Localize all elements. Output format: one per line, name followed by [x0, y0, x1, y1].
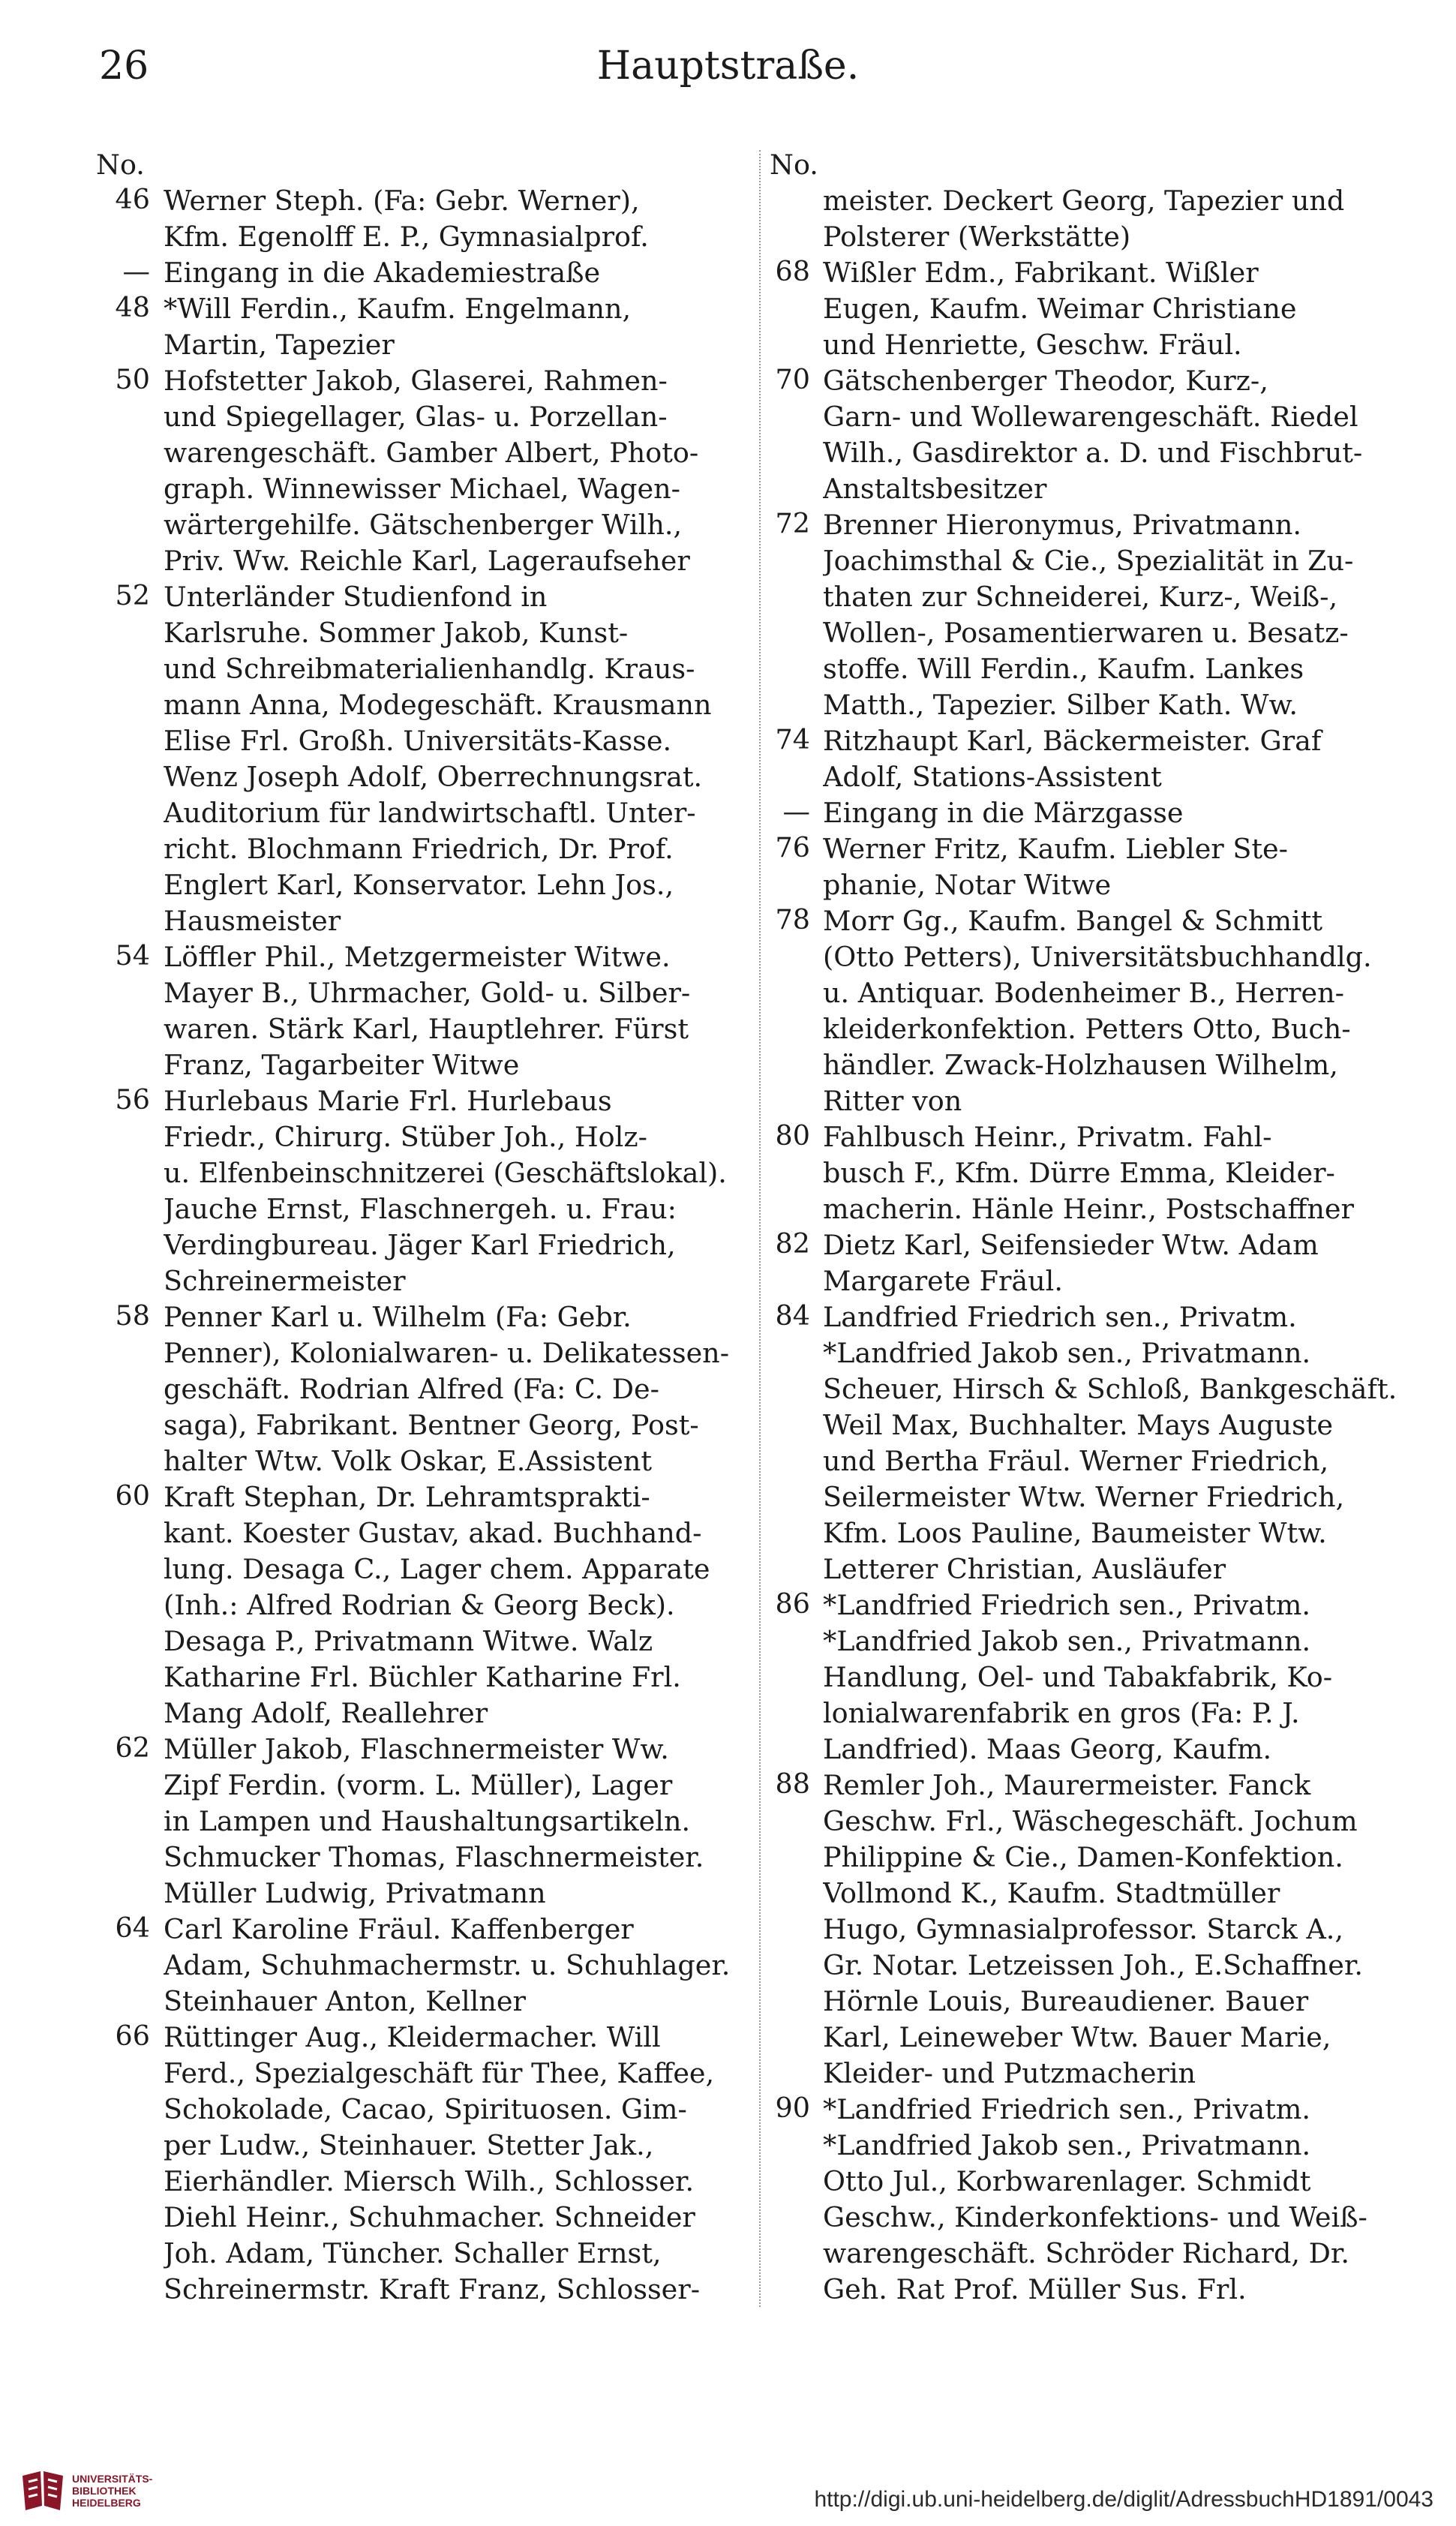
entry-line: Hörnle Louis, Bureaudiener. Bauer	[823, 1985, 1309, 2017]
house-number: 90	[775, 2092, 810, 2124]
entry-line: lonialwarenfabrik en gros (Fa: P. J.	[823, 1697, 1300, 1729]
entry-line: Schreinermeister	[164, 1265, 406, 1297]
address-entry	[90, 1479, 773, 1732]
entry-line: u. Elfenbeinschnitzerei (Geschäftslokal).	[164, 1157, 727, 1189]
entry-line: per Ludw., Steinhauer. Stetter Jak.,	[164, 2129, 654, 2161]
entry-line: Hausmeister	[164, 905, 341, 937]
entry-line: Kleider- und Putzmacherin	[823, 2057, 1196, 2089]
column-divider	[759, 150, 761, 2307]
entry-line: Margarete Fräul.	[823, 1265, 1063, 1297]
entry-line: Müller Jakob, Flaschnermeister Ww.	[164, 1733, 669, 1765]
house-number: 60	[115, 1479, 150, 1512]
address-entry	[90, 579, 773, 939]
entry-line: Mayer B., Uhrmacher, Gold- u. Silber-	[164, 977, 691, 1009]
entry-line: lung. Desaga C., Lager chem. Apparate	[164, 1553, 710, 1585]
house-number: 54	[115, 939, 150, 972]
entry-line: Polsterer (Werkstätte)	[823, 221, 1131, 253]
entry-line: stoffe. Will Ferdin., Kaufm. Lankes	[823, 653, 1304, 685]
entry-line: Vollmond K., Kaufm. Stadtmüller	[823, 1877, 1280, 1909]
house-number: 80	[775, 1119, 810, 1152]
address-entry	[764, 903, 1401, 1119]
entry-line: Seilermeister Wtw. Werner Friedrich,	[823, 1481, 1345, 1513]
entry-line: Geh. Rat Prof. Müller Sus. Frl.	[823, 2273, 1247, 2305]
entry-line: Eierhändler. Miersch Wilh., Schlosser.	[164, 2165, 695, 2197]
address-entry	[764, 1299, 1401, 1587]
entry-line: halter Wtw. Volk Oskar, E.Assistent	[164, 1445, 653, 1477]
address-entry	[764, 2092, 1401, 2308]
entry-line: meister. Deckert Georg, Tapezier und	[823, 185, 1345, 217]
entry-line: Landfried Friedrich sen., Privatm.	[823, 1301, 1297, 1333]
house-number: 84	[775, 1299, 810, 1332]
entry-line: Brenner Hieronymus, Privatmann.	[823, 509, 1301, 541]
entry-line: *Will Ferdin., Kaufm. Engelmann,	[164, 293, 632, 325]
entry-line: busch F., Kfm. Dürre Emma, Kleider-	[823, 1157, 1335, 1189]
house-number: 70	[775, 363, 810, 395]
column-heading: No.	[770, 149, 818, 181]
entry-line: geschäft. Rodrian Alfred (Fa: C. De-	[164, 1373, 659, 1405]
address-entry	[764, 1119, 1401, 1227]
address-entry	[764, 1768, 1401, 2092]
house-number: 88	[775, 1768, 810, 1800]
entry-line: warengeschäft. Schröder Richard, Dr.	[823, 2237, 1349, 2269]
entry-line: phanie, Notar Witwe	[823, 869, 1112, 901]
house-number: —	[122, 255, 150, 287]
address-entry	[764, 1227, 1401, 1299]
entry-line: Kfm. Egenolff E. P., Gymnasialprof.	[164, 221, 649, 253]
entry-line: Dietz Karl, Seifensieder Wtw. Adam	[823, 1229, 1319, 1261]
entry-line: Jauche Ernst, Flaschnergeh. u. Frau:	[164, 1193, 677, 1225]
entry-line: kant. Koester Gustav, akad. Buchhand-	[164, 1517, 702, 1549]
entry-line: Joh. Adam, Tüncher. Schaller Ernst,	[164, 2237, 662, 2269]
entry-line: Garn- und Wollewarengeschäft. Riedel	[823, 401, 1358, 433]
entry-line: Joachimsthal & Cie., Spezialität in Zu-	[823, 545, 1354, 577]
address-entry	[90, 1299, 773, 1479]
address-entry	[764, 723, 1401, 795]
entry-line: Morr Gg., Kaufm. Bangel & Schmitt	[823, 905, 1323, 937]
entry-line: Carl Karoline Fräul. Kaffenberger	[164, 1913, 634, 1945]
house-number: 62	[115, 1732, 150, 1764]
entry-line: Wilh., Gasdirektor a. D. und Fischbrut-	[823, 437, 1363, 469]
entry-line: Penner Karl u. Wilhelm (Fa: Gebr.	[164, 1301, 632, 1333]
logo-line: HEIDELBERG	[72, 2497, 141, 2509]
entry-line: Franz, Tagarbeiter Witwe	[164, 1049, 520, 1081]
entry-line: kleiderkonfektion. Petters Otto, Buch-	[823, 1013, 1351, 1045]
entry-line: und Spiegellager, Glas- u. Porzellan-	[164, 401, 668, 433]
entry-line: Diehl Heinr., Schuhmacher. Schneider	[164, 2201, 695, 2233]
column-left	[90, 147, 773, 2308]
entry-line: Verdingbureau. Jäger Karl Friedrich,	[164, 1229, 676, 1261]
house-number: 52	[115, 579, 150, 611]
address-entry	[90, 1732, 773, 1912]
address-entry	[764, 831, 1401, 903]
entry-line: Anstaltsbesitzer	[823, 473, 1047, 505]
entry-line: richt. Blochmann Friedrich, Dr. Prof.	[164, 833, 674, 865]
entry-line: Kfm. Loos Pauline, Baumeister Wtw.	[823, 1517, 1327, 1549]
address-entry	[90, 1912, 773, 2020]
entry-line: Hugo, Gymnasialprofessor. Starck A.,	[823, 1913, 1343, 1945]
entry-line: Adam, Schuhmachermstr. u. Schuhlager.	[164, 1949, 731, 1981]
entry-line: Schmucker Thomas, Flaschnermeister.	[164, 1841, 704, 1873]
entry-line: thaten zur Schneiderei, Kurz-, Weiß-,	[823, 581, 1338, 613]
address-entry	[764, 183, 1401, 255]
address-entry	[764, 507, 1401, 723]
house-number: 72	[775, 507, 810, 539]
library-seal-icon	[20, 2468, 66, 2513]
entry-line: Zipf Ferdin. (vorm. L. Müller), Lager	[164, 1769, 673, 1801]
entry-line: Schokolade, Cacao, Spirituosen. Gim-	[164, 2093, 687, 2125]
house-number: 76	[775, 831, 810, 864]
entry-line: Desaga P., Privatmann Witwe. Walz	[164, 1625, 653, 1657]
entry-line: Friedr., Chirurg. Stüber Joh., Holz-	[164, 1121, 647, 1153]
entry-line: Adolf, Stations-Assistent	[823, 761, 1162, 793]
house-number: 64	[115, 1912, 150, 1944]
entry-line: Weil Max, Buchhalter. Mays Auguste	[823, 1409, 1333, 1441]
entry-line: Karlsruhe. Sommer Jakob, Kunst-	[164, 617, 629, 649]
house-number: 78	[775, 903, 810, 936]
entry-line: *Landfried Jakob sen., Privatmann.	[823, 1337, 1311, 1369]
entry-line: und Bertha Fräul. Werner Friedrich,	[823, 1445, 1329, 1477]
entry-line: Steinhauer Anton, Kellner	[164, 1985, 526, 2017]
house-number: —	[782, 795, 810, 827]
entry-line: Eugen, Kaufm. Weimar Christiane	[823, 293, 1297, 325]
address-entry	[90, 291, 773, 363]
entry-line: Letterer Christian, Ausläufer	[823, 1553, 1226, 1585]
house-number: 48	[115, 291, 150, 323]
entry-line: Ferd., Spezialgeschäft für Thee, Kaffee,	[164, 2057, 715, 2089]
entry-line: Wißler Edm., Fabrikant. Wißler	[823, 257, 1259, 289]
entry-line: Wenz Joseph Adolf, Oberrechnungsrat.	[164, 761, 703, 793]
entry-line: Scheuer, Hirsch & Schloß, Bankgeschäft.	[823, 1373, 1397, 1405]
house-number: 66	[115, 2020, 150, 2052]
entry-line: händler. Zwack-Holzhausen Wilhelm,	[823, 1049, 1338, 1081]
house-number: 74	[775, 723, 810, 755]
entry-line: Eingang in die Märzgasse	[823, 797, 1184, 829]
entry-line: Werner Steph. (Fa: Gebr. Werner),	[164, 185, 640, 217]
entry-line: Unterländer Studienfond in	[164, 581, 548, 613]
house-number: 50	[115, 363, 150, 395]
entry-line: *Landfried Friedrich sen., Privatm.	[823, 1589, 1310, 1621]
entry-line: Landfried). Maas Georg, Kaufm.	[823, 1733, 1272, 1765]
address-entry	[764, 1587, 1401, 1768]
entry-line: u. Antiquar. Bodenheimer B., Herren-	[823, 977, 1344, 1009]
entry-line: Schreinermstr. Kraft Franz, Schlosser-	[164, 2273, 701, 2305]
entry-line: (Otto Petters), Universitätsbuchhandlg.	[823, 941, 1372, 973]
house-number: 46	[115, 183, 150, 215]
house-number: 68	[775, 255, 810, 287]
entry-line: in Lampen und Haushaltungsartikeln.	[164, 1805, 691, 1837]
entry-line: und Schreibmaterialienhandlg. Kraus-	[164, 653, 695, 685]
entry-line: *Landfried Jakob sen., Privatmann.	[823, 1625, 1311, 1657]
house-number: 58	[115, 1299, 150, 1332]
entry-line: und Henriette, Geschw. Fräul.	[823, 329, 1242, 361]
entry-line: Gätschenberger Theodor, Kurz-,	[823, 365, 1268, 397]
address-entry	[90, 183, 773, 255]
entry-line: Werner Fritz, Kaufm. Liebler Ste-	[823, 833, 1288, 865]
entry-line: Hofstetter Jakob, Glaserei, Rahmen-	[164, 365, 668, 397]
house-number: 82	[775, 1227, 810, 1260]
entry-line: saga), Fabrikant. Bentner Georg, Post-	[164, 1409, 699, 1441]
entry-line: Philippine & Cie., Damen-Konfektion.	[823, 1841, 1343, 1873]
address-entry	[90, 363, 773, 579]
page-title: Hauptstraße.	[596, 44, 860, 89]
entry-line: Geschw., Kinderkonfektions- und Weiß-	[823, 2201, 1367, 2233]
entry-line: wärtergehilfe. Gätschenberger Wilh.,	[164, 509, 683, 541]
address-entry	[90, 2020, 773, 2308]
entry-line: Matth., Tapezier. Silber Kath. Ww.	[823, 689, 1298, 721]
entry-line: Auditorium für landwirtschaftl. Unter-	[164, 797, 696, 829]
entry-line: Müller Ludwig, Privatmann	[164, 1877, 546, 1909]
address-entry	[764, 363, 1401, 507]
entry-line: Katharine Frl. Büchler Katharine Frl.	[164, 1661, 681, 1693]
entry-line: *Landfried Friedrich sen., Privatm.	[823, 2093, 1310, 2125]
entry-line: Martin, Tapezier	[164, 329, 395, 361]
page-number: 26	[99, 44, 149, 89]
entry-line: Remler Joh., Maurermeister. Fanck	[823, 1769, 1311, 1801]
address-entry	[90, 255, 773, 291]
address-entry	[90, 939, 773, 1083]
entry-line: warengeschäft. Gamber Albert, Photo-	[164, 437, 699, 469]
entry-line: Ritzhaupt Karl, Bäckermeister. Graf	[823, 725, 1322, 757]
entry-line: Fahlbusch Heinr., Privatm. Fahl-	[823, 1121, 1272, 1153]
entry-line: Rüttinger Aug., Kleidermacher. Will	[164, 2021, 661, 2053]
logo-line: UNIVERSITÄTS-	[72, 2473, 153, 2485]
entry-line: macherin. Hänle Heinr., Postschaffner	[823, 1193, 1354, 1225]
column-heading: No.	[96, 149, 145, 181]
logo-line: BIBLIOTHEK	[72, 2485, 137, 2497]
entry-line: Elise Frl. Großh. Universitäts-Kasse.	[164, 725, 672, 757]
entry-line: Englert Karl, Konservator. Lehn Jos.,	[164, 869, 674, 901]
entry-line: Eingang in die Akademiestraße	[164, 257, 601, 289]
entry-line: *Landfried Jakob sen., Privatmann.	[823, 2129, 1311, 2161]
address-entry	[764, 255, 1401, 363]
entry-line: Ritter von	[823, 1085, 962, 1117]
entry-line: Kraft Stephan, Dr. Lehramtsprakti-	[164, 1481, 650, 1513]
entry-line: Mang Adolf, Reallehrer	[164, 1697, 488, 1729]
house-number: 86	[775, 1587, 810, 1620]
address-entry	[90, 1083, 773, 1299]
entry-line: Karl, Leineweber Wtw. Bauer Marie,	[823, 2021, 1331, 2053]
entry-line: Geschw. Frl., Wäschegeschäft. Jochum	[823, 1805, 1358, 1837]
entry-line: Gr. Notar. Letzeissen Joh., E.Schaffner.	[823, 1949, 1363, 1981]
entry-line: graph. Winnewisser Michael, Wagen-	[164, 473, 680, 505]
entry-line: mann Anna, Modegeschäft. Krausmann	[164, 689, 712, 721]
entry-line: Wollen-, Posamentierwaren u. Besatz-	[823, 617, 1349, 649]
entry-line: Priv. Ww. Reichle Karl, Lageraufseher	[164, 545, 690, 577]
library-logo	[20, 2468, 207, 2513]
column-right	[764, 147, 1401, 2308]
entry-line: waren. Stärk Karl, Hauptlehrer. Fürst	[164, 1013, 689, 1045]
entry-line: Otto Jul., Korbwarenlager. Schmidt	[823, 2165, 1311, 2197]
entry-line: Löffler Phil., Metzgermeister Witwe.	[164, 941, 671, 973]
address-entry	[764, 795, 1401, 831]
entry-line: Penner), Kolonialwaren- u. Delikatessen-	[164, 1337, 730, 1369]
entry-line: Hurlebaus Marie Frl. Hurlebaus	[164, 1085, 612, 1117]
entry-line: Handlung, Oel- und Tabakfabrik, Ko-	[823, 1661, 1333, 1693]
house-number: 56	[115, 1083, 150, 1116]
source-url-link[interactable]: http://digi.ub.uni-heidelberg.de/diglit/AdressbuchHD1891/0043	[814, 2487, 1433, 2512]
entry-line: (Inh.: Alfred Rodrian & Georg Beck).	[164, 1589, 675, 1621]
